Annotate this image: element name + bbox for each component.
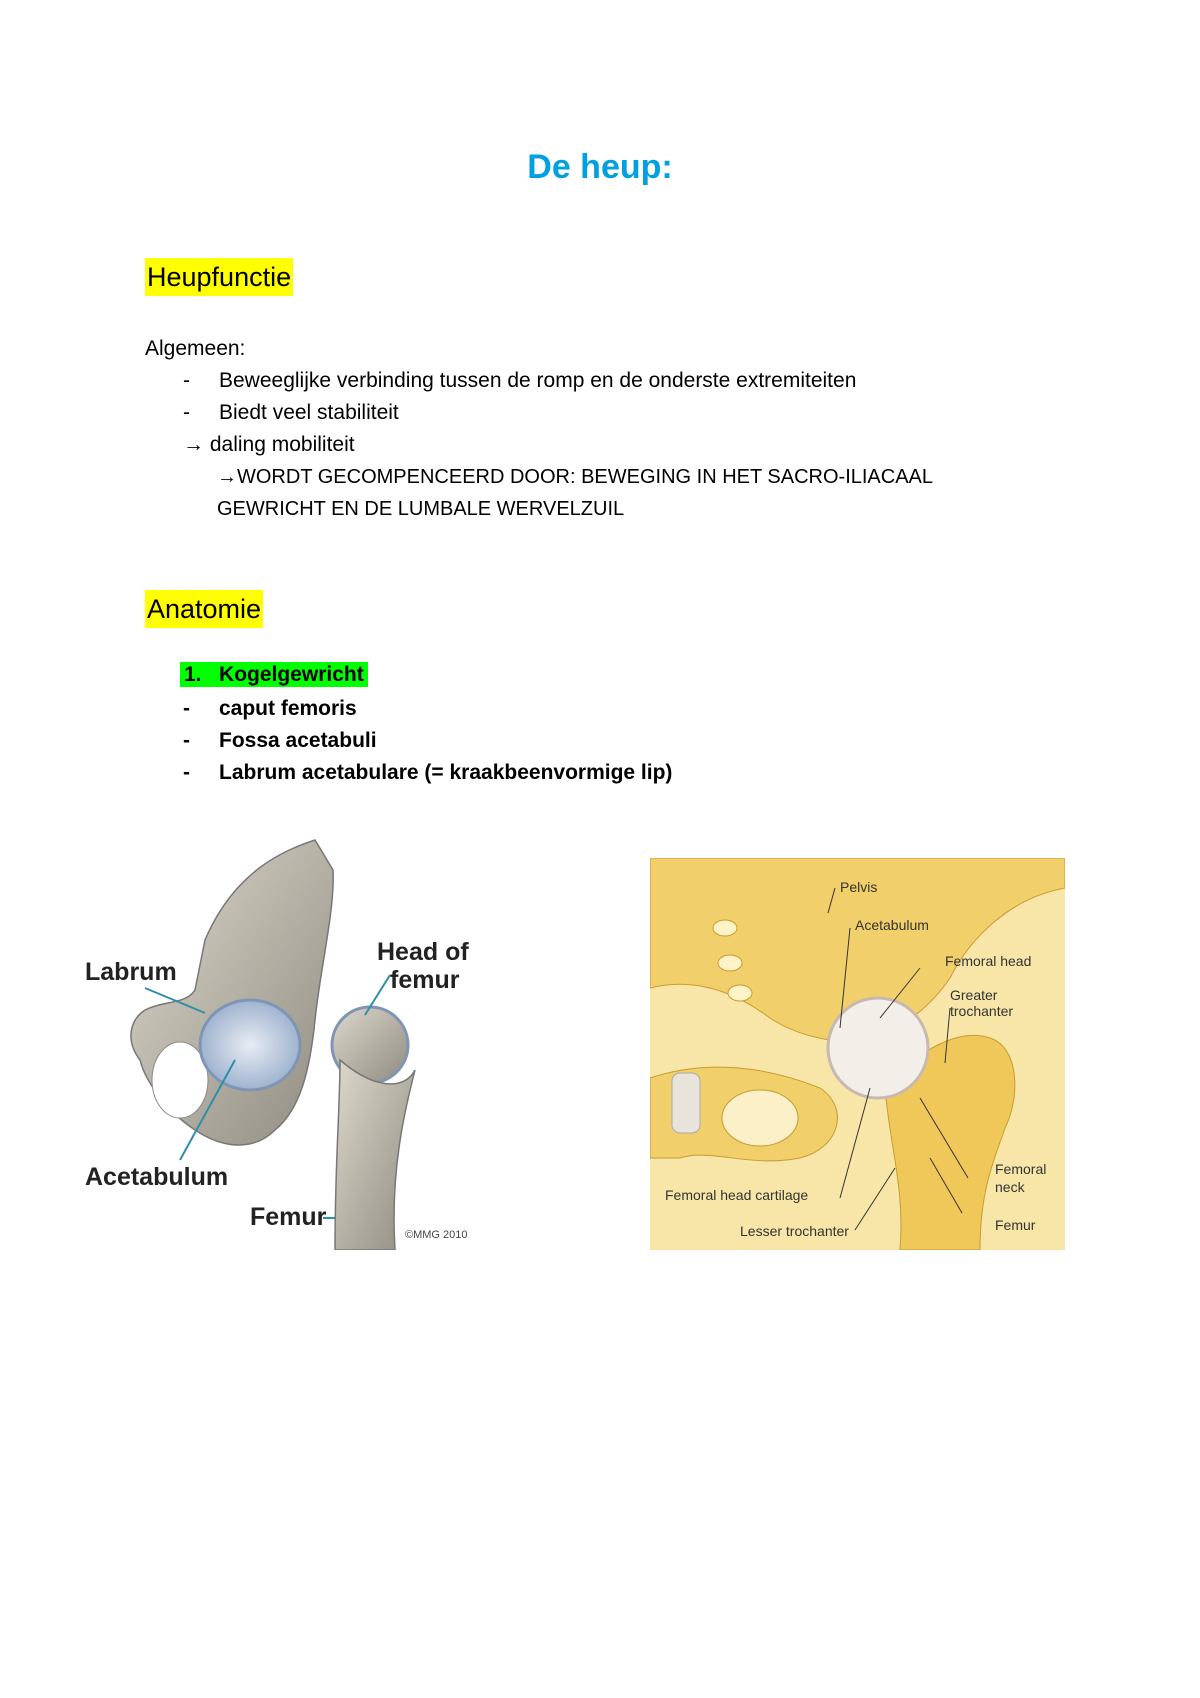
sacral-foramen (713, 920, 737, 936)
list-dash: - (183, 697, 190, 720)
list-item: Beweeglijke verbinding tussen de romp en de onderste extremiteiten (219, 369, 857, 392)
label-femoral-head: Femoral head (945, 953, 1032, 969)
label-femoral-head-cartilage: Femoral head cartilage (665, 1187, 809, 1203)
arrow-text: daling mobiliteit (209, 433, 355, 456)
hip-joint-figure-right (650, 858, 1065, 1250)
label-femur-word: femur (390, 966, 460, 994)
label-trochanter: trochanter (950, 1003, 1014, 1019)
list-dash: - (183, 729, 190, 752)
list-item: Labrum acetabulare (= kraakbeenvormige lip) (219, 761, 673, 784)
list-dash: - (183, 761, 190, 784)
list-item: caput femoris (219, 697, 357, 720)
list-item: Fossa acetabuli (219, 729, 377, 752)
femur-shaft (335, 1060, 415, 1250)
label-head-of: Head of (377, 938, 469, 966)
label-femur: Femur (995, 1217, 1036, 1233)
compensation-line (217, 464, 933, 490)
arrow-icon: → (217, 466, 237, 488)
label-copyright: ©MMG 2010 (405, 1229, 468, 1241)
hip-joint-figure-left (85, 830, 500, 1250)
arrow-icon: → (183, 433, 204, 456)
label-acetabulum: Acetabulum (85, 1163, 229, 1191)
label-lesser-trochanter: Lesser trochanter (740, 1223, 849, 1239)
sacral-foramen (728, 985, 752, 1001)
label-neck: neck (995, 1179, 1025, 1195)
section-heading-anatomie: Anatomie (145, 590, 263, 628)
list-dash: - (183, 401, 190, 424)
list-dash: - (183, 369, 190, 392)
item-label: Kogelgewricht (219, 663, 364, 686)
numbered-highlight (180, 662, 368, 687)
acetabulum-socket (200, 1000, 300, 1090)
label-femoral: Femoral (995, 1161, 1047, 1177)
sacral-foramen (718, 955, 742, 971)
compensation-line-2: GEWRICHT EN DE LUMBALE WERVELZUIL (217, 498, 625, 520)
pubic-symphysis (672, 1073, 700, 1133)
femoral-head (828, 998, 928, 1098)
item-number: 1. (184, 663, 202, 686)
page-title: De heup: (527, 148, 673, 186)
label-labrum: Labrum (85, 958, 177, 986)
intro-text: Algemeen: (145, 337, 246, 360)
numbered-item (180, 662, 368, 688)
label-femur: Femur (250, 1203, 327, 1231)
label-pelvis: Pelvis (840, 879, 878, 895)
section-heading-heupfunctie: Heupfunctie (145, 258, 293, 296)
list-item: Biedt veel stabiliteit (219, 401, 399, 424)
obturator-hole (722, 1090, 798, 1146)
compensation-text: WORDT GECOMPENCEERD DOOR: BEWEGING IN HET SACRO-ILIACAAL (237, 466, 934, 488)
label-greater: Greater (950, 987, 998, 1003)
arrow-line (183, 432, 355, 458)
label-acetabulum: Acetabulum (855, 917, 929, 933)
